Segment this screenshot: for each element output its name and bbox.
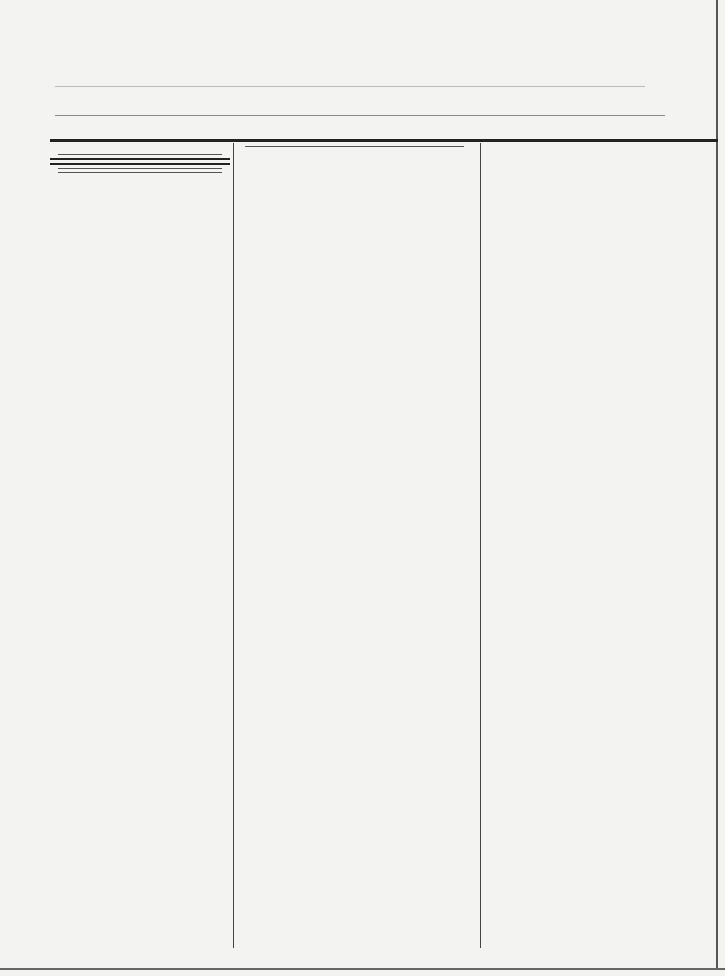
divider (58, 168, 222, 169)
divider (58, 154, 222, 155)
divider (50, 163, 230, 165)
header-rule (50, 139, 718, 142)
divider (58, 172, 222, 173)
subtitle-rule (55, 115, 665, 116)
masthead-rule (55, 86, 645, 87)
column-2 (237, 143, 472, 150)
page-edge (716, 0, 718, 970)
column-divider (480, 143, 481, 948)
column-1 (50, 148, 230, 176)
divider (50, 158, 230, 160)
divider (245, 146, 464, 147)
column-divider (233, 143, 234, 948)
page-edge-bottom (0, 968, 725, 970)
